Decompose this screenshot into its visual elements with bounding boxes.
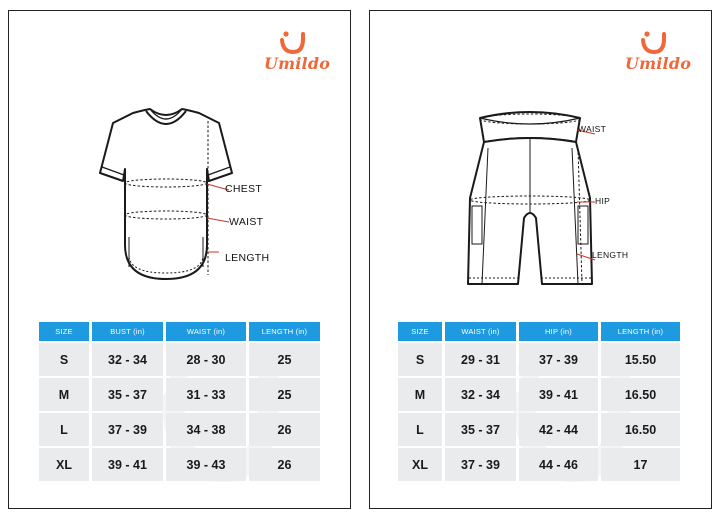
header-waist: WAIST (in) [166,322,246,341]
table-row [398,448,680,481]
table-row [39,413,320,446]
chest-label: CHEST [225,183,263,195]
hip-cell: 44 - 46 [519,448,598,481]
header-length: LENGTH (in) [249,322,320,341]
hip-cell: 37 - 39 [519,343,598,376]
length-cell: 16.50 [601,413,680,446]
bust-cell: 35 - 37 [92,378,163,411]
table-row [398,343,680,376]
bust-cell: 32 - 34 [92,343,163,376]
table-row [39,448,320,481]
length-cell: 25 [249,343,320,376]
waist-cell: 35 - 37 [445,413,516,446]
length-cell: 26 [249,413,320,446]
header-size: SIZE [39,322,89,341]
header-length: LENGTH (in) [601,322,680,341]
size-cell: L [398,413,442,446]
table-row [398,378,680,411]
shorts-size-table [395,320,683,483]
size-cell: XL [39,448,89,481]
waist-label: WAIST [229,216,264,228]
waist-cell: 31 - 33 [166,378,246,411]
waist-label: WAIST [578,124,607,134]
bust-cell: 39 - 41 [92,448,163,481]
smile-logo-icon [278,30,308,56]
waist-cell: 39 - 43 [166,448,246,481]
brand-logo [625,30,692,82]
header-waist: WAIST (in) [445,322,516,341]
shorts-size-chart-panel [369,10,712,509]
length-cell: 17 [601,448,680,481]
brand-name: Umildo [625,54,692,73]
hip-cell: 39 - 41 [519,378,598,411]
table-row [39,343,320,376]
hip-cell: 42 - 44 [519,413,598,446]
brand-name: Umildo [264,54,331,73]
tshirt-size-chart-panel [8,10,351,509]
size-cell: M [398,378,442,411]
length-label: LENGTH [592,250,629,260]
length-cell: 25 [249,378,320,411]
waist-cell: 29 - 31 [445,343,516,376]
waist-cell: 34 - 38 [166,413,246,446]
waist-cell: 37 - 39 [445,448,516,481]
header-bust: BUST (in) [92,322,163,341]
length-cell: 16.50 [601,378,680,411]
table-row [398,413,680,446]
size-cell: M [39,378,89,411]
waist-cell: 28 - 30 [166,343,246,376]
header-hip: HIP (in) [519,322,598,341]
waist-cell: 32 - 34 [445,378,516,411]
size-cell: L [39,413,89,446]
brand-logo [264,30,331,82]
tshirt-size-table [36,320,323,483]
smile-logo-icon [639,30,669,56]
bust-cell: 37 - 39 [92,413,163,446]
size-cell: S [398,343,442,376]
length-label: LENGTH [225,252,270,264]
hip-label: HIP [595,196,611,206]
length-cell: 26 [249,448,320,481]
size-cell: S [39,343,89,376]
table-header-row [398,322,680,341]
length-cell: 15.50 [601,343,680,376]
table-row [39,378,320,411]
header-size: SIZE [398,322,442,341]
table-header-row [39,322,320,341]
size-cell: XL [398,448,442,481]
